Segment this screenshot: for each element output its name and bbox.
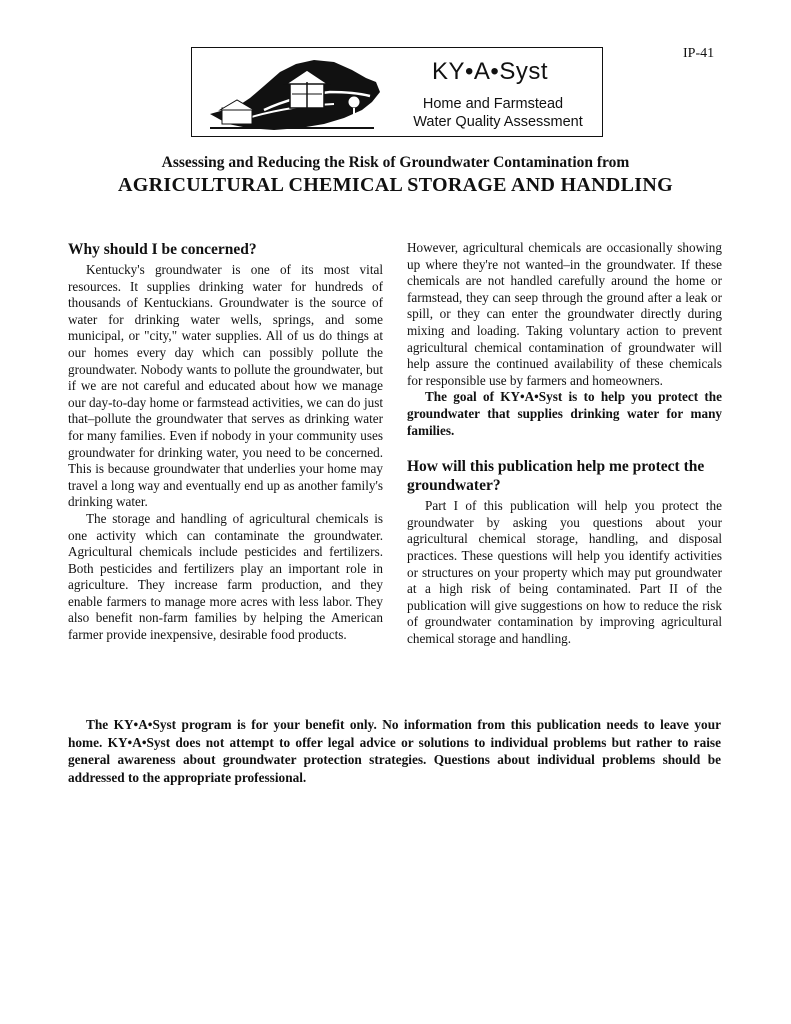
disclaimer-notice: The KY•A•Syst program is for your benefit only. No information from this publication needs to leave your home. KY•A•Syst does not attempt to offer legal advice or solutions to individual problems but rather to raise general awareness about groundwater protection strategies. Questions about individual problems should be addressed to the appropriate professional. — [68, 717, 721, 785]
section-heading-publication-help: How will this publication help me protect the groundwater? — [407, 458, 705, 495]
document-subtitle: Assessing and Reducing the Risk of Groundwater Contamination from — [161, 154, 630, 171]
publication-id: IP-41 — [683, 46, 715, 61]
left-column — [68, 240, 383, 644]
body-paragraph: The storage and handling of agricultural chemicals is one activity which can contaminate the groundwater. Agricultural chemicals include pesticides and fertilizers. Both pesticides and fertilizers play an important role in agriculture. They increase farm production, and they enable farmers to manage more acres with less labor. They also benefit non-farm families by helping the American farmer provide inexpensive, desirable food products. — [68, 510, 383, 643]
document-title: AGRICULTURAL CHEMICAL STORAGE AND HANDLING — [118, 174, 673, 196]
goal-statement: The goal of KY•A•Syst is to help you protect the groundwater that supplies drinking water for many families. — [407, 389, 722, 438]
body-paragraph: However, agricultural chemicals are occasionally showing up where they're not wanted–in the groundwater. If these chemicals are not handled carefully around the home or farmstead, they can seep through the ground after a leak or spill, or they can enter the groundwater directly during mixing and loading. Taking voluntary action to prevent agricultural chemical contamination of groundwater will help assure the continued availability of these chemicals for responsible use by farmers and homeowners. — [407, 240, 722, 388]
logo-banner — [191, 47, 603, 137]
kentucky-farmstead-logo-icon — [204, 52, 394, 134]
logo-subtitle-line2: Water Quality Assessment — [413, 114, 583, 130]
logo-subtitle-line1: Home and Farmstead — [422, 96, 564, 112]
body-paragraph: Part I of this publication will help you protect the groundwater by asking you questions about your agricultural chemical storage, handling, and disposal practices. These questions will help you identify activities or structures on your property which may put groundwater at a high risk of being contaminated. Part II of the publication will give suggestions on how to reduce the risk of groundwater contamination by improving agricultural chemical storage and handling. — [407, 498, 722, 646]
section-heading-concern: Why should I be concerned? — [68, 241, 257, 258]
body-paragraph: Kentucky's groundwater is one of its most vital resources. It supplies drinking water for hundreds of thousands of Kentuckians. Groundwater is the source of water for drinking water wells, springs, and some municipal, or "city," water supplies. All of us do things at our homes every day which can possibly pollute the groundwater. Nobody wants to pollute the groundwater, but if we are not careful and educated about how we manage our day-to-day home or farmstead activities, we can do just that–pollute the groundwater that serves as drinking water for many families. Even if nobody in your community uses groundwater for drinking water, you need to be concerned. This is because groundwater that underlies your home may travel a long way and eventually end up as another family's drinking water. — [68, 262, 383, 510]
right-column — [407, 240, 722, 647]
logo-title: KY•A•Syst — [432, 58, 549, 85]
